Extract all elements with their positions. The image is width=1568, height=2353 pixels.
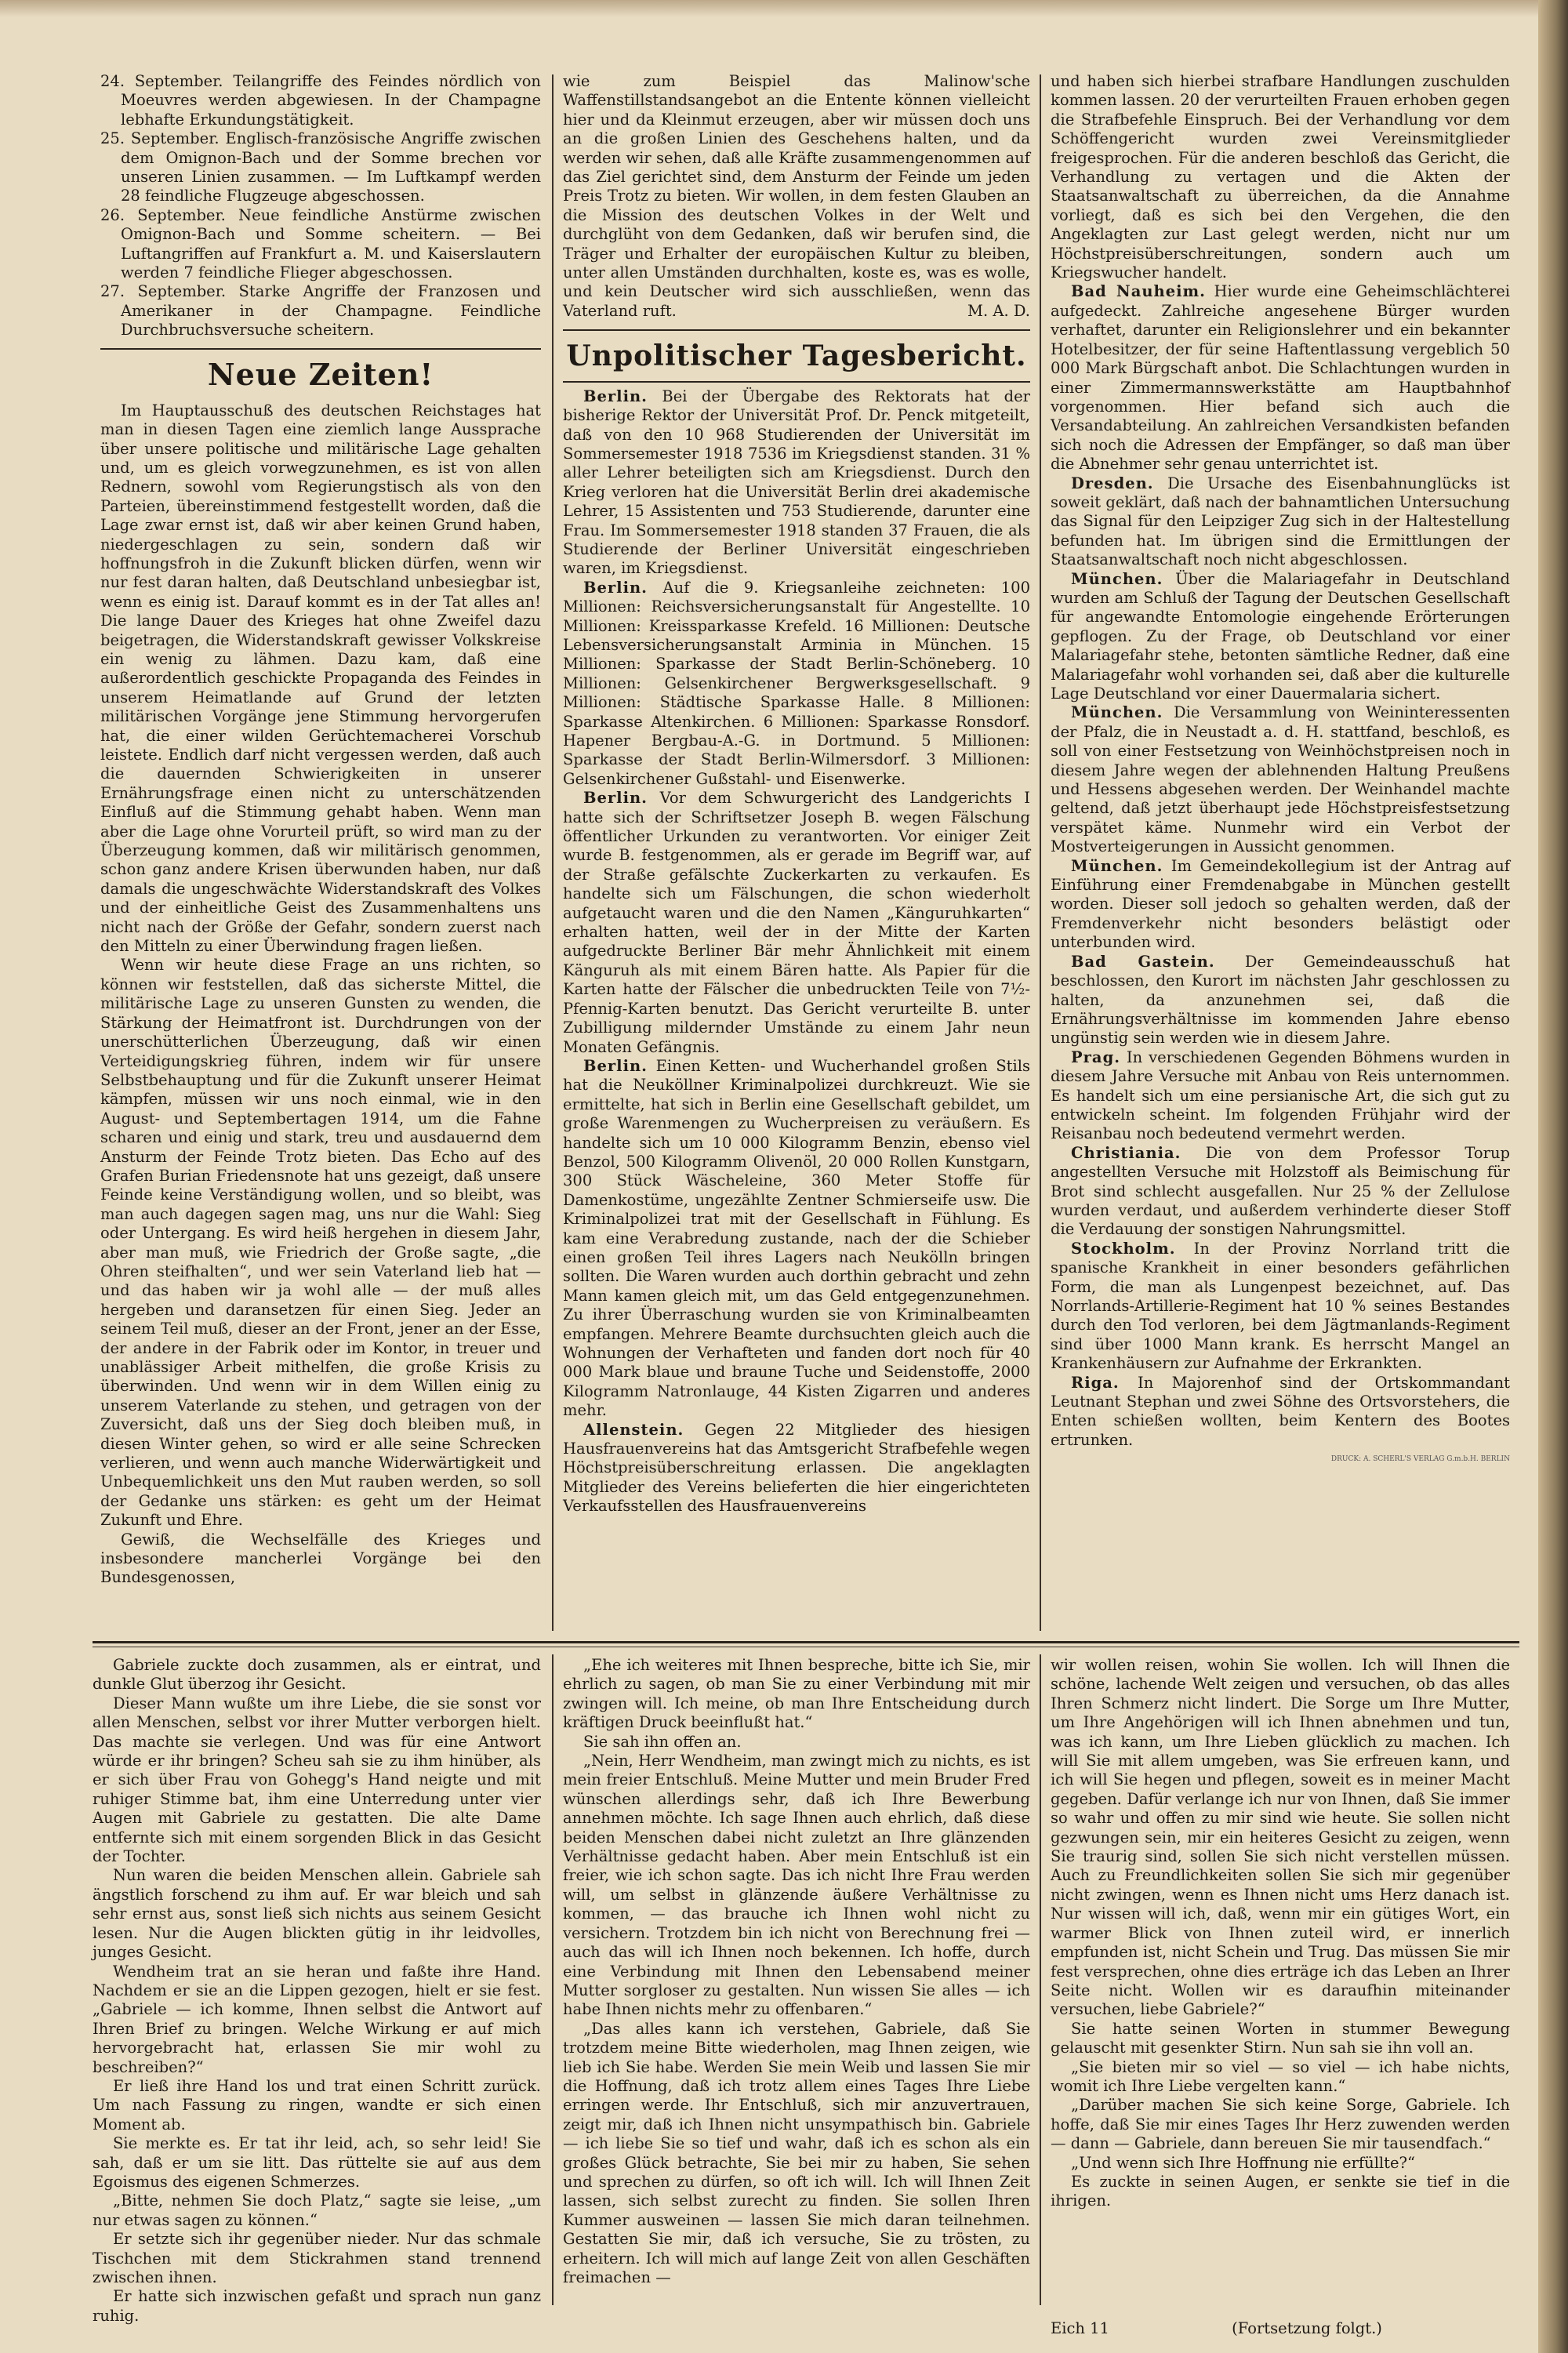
news-dateline: Berlin.	[583, 387, 648, 405]
serial-paragraph: Wendheim trat an sie heran und faßte ihre Hand. Nachdem er sie an die Lippen gezogen, hielt er sie fest. „Gabriele — ich komme, Ihnen selbst die Antwort auf Ihren Brief zu bringen. Welche Wirkung er auf mich hervorgebracht hat, erlassen Sie mir wohl zu beschreiben?“	[93, 1962, 541, 2076]
article-headline-tagesbericht: Unpolitischer Tagesbericht.	[566, 339, 1027, 372]
article-paragraph: Wenn wir heute diese Frage an uns richten, so können wir feststellen, daß das sicherste Mittel, die militärische Lage zu unseren Gunsten zu wenden, die Stärkung der Heimatfront ist. Durchdrungen von der unerschütterlichen Überzeugung, daß wir einen Verteidigungskrieg führen, indem wir für unsere Selbstbehauptung und für die Zukunft unserer Heimat kämpfen, müssen wir uns noch einmal, wie in den August- und Septembertagen 1914, um die Fahne scharen und einig und stark, treu und ausdauernd dem Ansturm der Feinde Trotz bieten. Das Echo auf des Grafen Burian Friedensnote hat uns gezeigt, daß unsere Feinde keine Verständigung wollen, und so bleibt, was man auch dagegen sagen mag, uns nur die Wahl: Sieg oder Untergang. Es wird heiß hergehen in diesem Jahr, aber man muß, wie Friedrich der Große sagte, „die Ohren steifhalten“, und wer sein Vaterland lieb hat — und das haben wir ja wohl alle — der muß alles hergeben und daransetzen für einen Sieg. Jeder an seinem Teil muß, dieser an der Front, jener an der Esse, der andere in der Fabrik oder im Kontor, in treuer und unablässiger Arbeit mithelfen, die große Krisis zu überwinden. Und wenn wir in dem Willen einig zu unserem Vaterlande zu stehen, und getragen von der Zuversicht, daß uns der Sieg doch bleiben muß, in diesen Winter gehen, so wird er alle seine Schrecken verlieren, und wenn auch manche Widerwärtigkeit und Unbequemlichkeit uns den Mut rauben werden, so soll der Gedanke uns stärken: es geht um der Heimat Zukunft und Ehre.	[100, 956, 541, 1530]
printer-mark: DRUCK: A. SCHERL'S VERLAG G.m.b.H. BERLIN	[1330, 1455, 1510, 1464]
serial-paragraph: wir wollen reisen, wohin Sie wollen. Ich will Ihnen die schöne, lachende Welt zeigen und versuchen, ob das alles Ihren Schmerz nicht lindert. Die Sorge um Ihre Mutter, um Ihre Angehörigen will ich Ihnen abnehmen und tun, was ich kann, um Ihre Lieben glücklich zu machen. Ich will Sie mit allem umgeben, was Sie erfreuen kann, und ich will Sie hegen und pflegen, soweit es in meiner Macht gegeben. Dafür verlange ich nur von Ihnen, daß Sie immer so wahr und offen zu mir sind wie heute. Sie sollen nicht gezwungen sein, mir ein heiteres Gesicht zu zeigen, wenn Sie traurig sind, sollen Sie sich nicht verstellen müssen. Auch zu Freundlichkeiten sollen Sie sich mir gegenüber nicht zwingen, wenn es Ihnen nicht ums Herz danach ist. Nur wissen will ich, daß, wenn mir ein gütiges Wort, ein warmer Blick von Ihnen zuteil wird, er innerlich empfunden ist, nicht Schein und Trug. Das müssen Sie mir fest versprechen, ohne dies erträge ich das Leben an Ihrer Seite nicht. Wollen wir es daraufhin miteinander versuchen, liebe Gabriele?“	[1051, 1656, 1510, 2019]
news-text: Die Ursache des Eisenbahnunglücks ist soweit geklärt, daß nach der bahnamtlichen Untersuchung das Signal für den Leipziger Zug sich in der Haltestellung befunden hat. Im übrigen sind die Ermittlungen der Staatsanwaltschaft noch nicht abgeschlossen.	[1051, 474, 1510, 569]
serial-paragraph: „Das alles kann ich verstehen, Gabriele, daß Sie trotzdem meine Bitte wiederholen, mag Ihnen zeigen, wie lieb ich Sie habe. Werden Sie mein Weib und lassen Sie mir die Hoffnung, daß ich trotz allem eines Tages Ihre Liebe erringen werde. Ihr Entschluß, sich mir anzuvertrauen, zeigt mir, daß ich Ihnen nicht unsympathisch bin. Gabriele — ich liebe Sie so tief und wahr, daß ich es schon als ein großes Glück betrachte, Sie bei mir zu haben, Sie sehen und sprechen zu dürfen, so oft ich will. Ich will Ihnen Zeit lassen, sich selbst zurecht zu finden. Sie sollen Ihren Kummer ausweinen — lassen Sie mich daran teilnehmen. Gestatten Sie mir, daß ich versuche, Sie zu trösten, zu erheitern. Ich will mich auf lange Zeit von allen Geschäften freimachen —	[563, 2019, 1030, 2286]
news-text: In Majorenhof sind der Ortskommandant Leutnant Stephan und zwei Söhne des Ortsvorstehers, die Enten schießen wollten, beim Kentern des Bootes ertrunken.	[1051, 1373, 1510, 1449]
news-item	[1051, 857, 1510, 953]
news-text: Hier wurde eine Geheimschlächterei aufgedeckt. Zahlreiche angesehene Bürger wurden verhaftet, darunter ein Religionslehrer und ein bekannter Hotelbesitzer, der für seine Haftentlassung vergeblich 50 000 Mark Bürgschaft anbot. Die Schlachtungen wurden in einer Zimmermannswerkstätte am Hauptbahnhof vorgenommen. Hier befand sich auch die Versandabteilung. An zahlreichen Versandkisten befanden sich noch die Adressen der Empfänger, so daß man über die Abnehmer sehr genau unterrichtet ist.	[1051, 282, 1511, 474]
article-signature: M. A. D.	[967, 302, 1030, 321]
chronicle-entry: 27. September. Starke Angriffe der Franzosen und Amerikaner in der Champagne. Feindliche Durchbruchsversuche scheitern.	[100, 282, 541, 340]
serial-paragraph: „Nein, Herr Wendheim, man zwingt mich zu nichts, es ist mein freier Entschluß. Meine Mutter und mein Bruder Fred wünschen allerdings sehr, daß ich Ihre Bewerbung annehmen möchte. Ich sage Ihnen auch ehrlich, daß diese beiden Menschen dabei nicht zuletzt an Ihre glänzenden Verhältnisse gedacht haben. Aber mein Entschluß ist ein freier, wie ich schon sagte. Das ich nicht Ihre Frau werden will, um selbst in glänzende äußere Verhältnisse zu kommen, — das brauche ich Ihnen wohl nicht zu versichern. Trotzdem bin ich nicht von Berechnung frei — auch das will ich Ihnen noch bekennen. Ich hoffe, durch eine Verbindung mit Ihnen den Lebensabend meiner Mutter sorgloser zu gestalten. Nun wissen Sie alles — ich habe Ihnen nichts mehr zu offenbaren.“	[563, 1752, 1030, 2019]
news-dateline: Berlin.	[583, 1056, 648, 1075]
serial-paragraph: Dieser Mann wußte um ihre Liebe, die sie sonst vor allen Menschen, selbst vor ihrer Mutter verborgen hielt. Das machte sie verlegen. Und was für eine Antwort würde er ihr bringen? Scheu sah sie zu ihm hinüber, als er sich über Frau von Gohegg's Hand neigte und mit ruhiger Stimme bat, ihm eine Unterredung unter vier Augen mit Gabriele zu gestatten. Die alte Dame entfernte sich mit einem sorgenden Blick in das Gesicht der Tochter.	[93, 1694, 541, 1866]
serial-paragraph: Nun waren die beiden Menschen allein. Gabriele sah ängstlich forschend zu ihm auf. Er war bleich und sah sehr ernst aus, sonst ließ sich nichts aus seinem Gesicht lesen. Nur die Augen blickten gütig in ihr leidvolles, junges Gesicht.	[93, 1866, 541, 1962]
news-item	[563, 387, 1030, 579]
news-text: Im Gemeindekollegium ist der Antrag auf Einführung einer Fremdenabgabe in München gestellt worden. Dieser soll jedoch so gehalten werden, daß der Fremdenverkehr nicht besonders belästigt oder unterbunden wird.	[1051, 856, 1510, 952]
news-item	[563, 789, 1030, 1057]
column-rule	[1040, 74, 1041, 1631]
news-dateline: Bad Nauheim.	[1071, 282, 1206, 301]
article-continuation: wie zum Beispiel das Malinow'sche Waffenstillstandsangebot an die Entente können vielleicht hier und da Kleinmut erzeugen, aber wir müssen doch uns an die großen Linien des Geschehens halten, und da werden wir sehen, daß alle Kräfte zusammengenommen auf das Ziel gerichtet sind, dem Ansturm der Feinde um jeden Preis Trotz zu bieten. Wir wollen, in dem festen Glauben an die Mission des deutschen Volkes in der Welt und durchglüht von dem Gedanken, daß wir berufen sind, die Träger und Erhalter der europäischen Kultur zu bleiben, unter allen Umständen durchhalten, koste es, was es wolle, und kein Deutscher wird sich ausschließen, wenn das Vaterland ruft.	[563, 72, 1030, 320]
serial-footer-line	[1051, 2319, 1510, 2338]
serial-column-2	[563, 1656, 1030, 2315]
news-dateline: Stockholm.	[1071, 1239, 1176, 1258]
section-divider	[563, 329, 1030, 331]
headline-underline	[563, 381, 1030, 383]
chronicle-entry: 25. September. Englisch-französische Angriffe zwischen dem Omignon-Bach und der Somme brechen vor unseren Linien zusammen. — Im Luftkampf werden 28 feindliche Flugzeuge abgeschossen.	[100, 129, 541, 205]
article-headline-neue-zeiten: Neue Zeiten!	[207, 356, 434, 392]
news-item	[1051, 282, 1510, 474]
serial-paragraph: „Sie bieten mir so viel — so viel — ich habe nichts, womit ich Ihre Liebe vergelten kann.“	[1051, 2057, 1510, 2095]
serial-paragraph: „Ehe ich weiteres mit Ihnen bespreche, bitte ich Sie, mir ehrlich zu sagen, ob man Sie zu einer Verbindung mit mir zwingen will. Ich meine, ob man Ihre Entscheidung durch kräftigen Druck beeinflußt hat.“	[563, 1656, 1030, 1732]
news-text: Über die Malariagefahr in Deutschland wurden am Schluß der Tagung der Deutschen Gesellschaft für angewandte Entomologie eingehende Erörterungen gepflogen. Zu der Frage, ob Deutschland vor einer Malariagefahr stehe, betonten sämtliche Redner, daß eine Malariagefahr wohl vorhanden sei, daß aber die kulturelle Lage Deutschland vor einer Dauermalaria sichert.	[1051, 569, 1510, 703]
serial-paragraph: „Und wenn sich Ihre Hoffnung nie erfüllte?“	[1071, 2153, 1415, 2172]
news-item	[1051, 474, 1510, 570]
page-top-edge	[0, 0, 1568, 17]
news-item	[1051, 1374, 1510, 1451]
news-item	[563, 1057, 1030, 1421]
news-text: Gegen 22 Mitglieder des hiesigen Hausfrauenvereins hat das Amtsgericht Strafbefehle wegen Höchstpreisüberschreitung erlassen. Die angeklagten Mitglieder des Vereins belieferten die hier eingerichteten Verkaufsstellen des Hausfrauenvereins	[563, 1420, 1030, 1516]
news-item	[1051, 1240, 1510, 1374]
news-dateline: Christiania.	[1071, 1143, 1181, 1162]
news-item	[1051, 570, 1510, 704]
section-divider	[100, 348, 541, 350]
news-item	[563, 579, 1030, 789]
news-dateline: München.	[1071, 703, 1163, 722]
serial-paragraph: Sie sah ihn offen an.	[583, 1732, 742, 1751]
news-dateline: Allenstein.	[583, 1420, 684, 1439]
news-item	[1051, 703, 1510, 856]
serial-paragraph: Sie hatte seinen Worten in stummer Bewegung gelauscht mit gesenkter Stirn. Nun sah sie ihn voll an.	[1051, 2019, 1510, 2057]
serial-paragraph: „Darüber machen Sie sich keine Sorge, Gabriele. Ich hoffe, daß Sie mir eines Tages Ihr Herz zuwenden werden — dann — Gabriele, dann bereuen Sie mir tausendfach.“	[1051, 2096, 1510, 2153]
serial-paragraph: Er ließ ihre Hand los und trat einen Schritt zurück. Um nach Fassung zu ringen, wandte er sich einen Moment ab.	[93, 2076, 541, 2133]
news-text: und haben sich hierbei strafbare Handlungen zuschulden kommen lassen. 20 der verurteilten Frauen erhoben gegen die Strafbefehle Einspruch. Bei der Verhandlung vor dem Schöffengericht wurden zwei Vereinsmitglieder freigesprochen. Für die anderen beschloß das Gericht, die Verhandlung zu vertagen und die Akten der Staatsanwaltschaft zu überreichen, da die Annahme vorliegt, daß es sich bei den Vergehen, die den Angeklagten zur Last gelegt werden, nicht nur um Höchstpreisüberschreitungen, sondern auch um Kriegswucher handelt.	[1051, 72, 1510, 282]
serial-column-1	[93, 1656, 541, 2325]
serial-paragraph: Gabriele zuckte doch zusammen, als er eintrat, und dunkle Glut überzog ihr Gesicht.	[93, 1656, 541, 1694]
top-column-2	[563, 72, 1030, 1632]
news-dateline: Berlin.	[583, 789, 648, 808]
news-dateline: Dresden.	[1071, 474, 1154, 492]
news-dateline: Berlin.	[583, 578, 648, 597]
news-item	[563, 1421, 1030, 1516]
serial-paragraph: Es zuckte in seinen Augen, er senkte sie tief in die ihrigen.	[1051, 2172, 1510, 2210]
serial-paragraph: Sie merkte es. Er tat ihr leid, ach, so sehr leid! Sie sah, daß er um sie litt. Das rüttelte sie auf aus dem Egoismus des eigenen Schmerzes.	[93, 2134, 541, 2191]
binding-gutter	[1538, 0, 1568, 2353]
war-chronicle-list	[100, 72, 541, 340]
news-dateline: Riga.	[1071, 1373, 1120, 1392]
news-text: In der Provinz Norrland tritt die spanische Krankheit in einer besonders gefährlichen Form, die man als Lungenpest bezeichnet, auf. Das Norrlands-Artillerie-Regiment hat 10 % seines Bestandes durch den Tod verloren, bei dem Jägtmanlands-Regiment sind über 1000 Mann krank. Es herrscht Mangel an Krankenhäusern zur Aufnahme der Erkrankten.	[1051, 1239, 1511, 1373]
column-rule	[552, 74, 554, 1631]
news-dateline: Bad Gastein.	[1071, 952, 1215, 971]
serial-paragraph: „Bitte, nehmen Sie doch Platz,“ sagte sie leise, „um nur etwas sagen zu können.“	[93, 2191, 541, 2229]
news-dateline: Prag.	[1071, 1048, 1120, 1066]
news-text: Vor dem Schwurgericht des Landgerichts I hatte sich der Schriftsetzer Joseph B. wegen Fälschung öffentlicher Urkunden zu verantworten. Vor einiger Zeit wurde B. festgenommen, als er gerade im Begriff war, auf der Straße gefälschte Zuckerkarten zu verkaufen. Es handelte sich um Fälschungen, die schon wiederholt aufgetaucht waren und die den Namen „Känguruhkarten“ erhalten hatten, weil der in der Mitte der Karten aufgedruckte Berliner Bär mehr Ähnlichkeit mit einem Känguruh als mit einem Bären hatte. Als Papier für die Karten hatte der Fälscher die unbedruckten Teile von 7½-Pfennig-Karten benutzt. Das Gericht verurteilte B. unter Zubilligung mildernder Umstände zu einem Jahr neun Monaten Gefängnis.	[563, 789, 1031, 1056]
news-text: Die von dem Professor Torup angestellten Versuche mit Holzstoff als Beimischung für Brot sind schlecht ausgefallen. Nur 25 % der Zellulose wurden verdaut, und außerdem verhinderte dieser Stoff die Verdauung der sonstigen Nahrungsmittel.	[1051, 1143, 1510, 1239]
news-dateline: München.	[1071, 856, 1163, 875]
article-paragraph: Im Hauptausschuß des deutschen Reichstages hat man in diesen Tagen eine ziemlich lange Aussprache über unsere politische und militärische Lage gehalten und, um es gleich vorwegzunehmen, es ist von allen Rednern, sowohl vom Regierungstisch als von den Parteien, übereinstimmend festgestellt worden, daß die Lage zwar ernst ist, daß wir aber keinen Grund haben, niedergeschlagen zu sein, sondern daß wir hoffnungsfroh in die Zukunft blicken dürfen, wenn wir nur fest daran halten, daß Deutschland unbesiegbar ist, wenn es einig ist. Darauf kommt es in der Tat alles an! Die lange Dauer des Krieges hat ohne Zweifel dazu beigetragen, die Widerstandskraft gewisser Volkskreise ein wenig zu lähmen. Dazu kam, daß eine außerordentlich geschickte Propaganda des Feindes in unserem Heimatlande auf Grund der letzten militärischen Vorgänge jene Stimmung hervorgerufen hat, die einer wilden Gerüchtemacherei Vorschub leistete. Endlich darf nicht vergessen werden, daß auch die dauernden Schwierigkeiten in unserer Ernährungsfrage einen nicht zu unterschätzenden Einfluß auf die Stimmung gehabt haben. Wenn man aber die Lage ohne Vorurteil prüft, so wird man zu der Überzeugung kommen, daß wir militärisch genommen, schon ganz andere Krisen überwunden haben, nur daß damals die ungeschwächte Widerstandskraft des Volkes und der einheitliche Geist des Zusammenhaltens uns nicht nach der Größe der Gefahr, sondern zuerst nach den Mitteln zu einer Überwindung fragen ließen.	[100, 401, 541, 956]
column-rule	[552, 1654, 554, 2305]
serial-column-3	[1051, 1656, 1510, 2315]
news-text: Auf die 9. Kriegsanleihe zeichneten: 100 Millionen: Reichsversicherungsanstalt für Angestellte. 10 Millionen: Kreissparkasse Krefeld. 16 Millionen: Deutsche Lebensversicherungsanstalt Arminia in München. 15 Millionen: Sparkasse der Stadt Berlin-Schöneberg. 10 Millionen: Gelsenkirchener Bergwerksgesellschaft. 9 Millionen: Städtische Sparkasse Halle. 8 Millionen: Sparkasse Altenkirchen. 6 Millionen: Sparkasse Ronsdorf. Hapener Bergbau-A.-G. in Dortmund. 5 Millionen: Sparkasse der Stadt Berlin-Wilmersdorf. 3 Millionen: Gelsenkirchener Gußstahl- und Eisenwerke.	[563, 578, 1030, 788]
top-column-1	[100, 72, 541, 1632]
news-item	[1051, 1144, 1510, 1240]
news-item	[1051, 72, 1510, 282]
chronicle-entry: 26. September. Neue feindliche Anstürme zwischen Omignon-Bach und Somme scheitern. — Bei Luftangriffen auf Frankfurt a. M. und Kaiserslautern werden 7 feindliche Flieger abgeschossen.	[100, 205, 541, 282]
news-text: Bei der Übergabe des Rektorats hat der bisherige Rektor der Universität Prof. Dr. Penck mitgeteilt, daß von den 10 968 Studierenden der Universität im Sommersemester 1918 7536 im Kriegsdienst standen. 31 % aller Lehrer beteiligten sich am Kriegsdienst. Durch den Krieg verloren hat die Universität Berlin drei akademische Lehrer, 15 Assistenten und 753 Studierende, darunter eine Frau. Im Sommersemester 1918 standen 37 Frauen, die als Studierende der Berliner Universität eingeschrieben waren, im Kriegsdienst.	[563, 387, 1030, 578]
serial-paragraph: Er setzte sich ihr gegenüber nieder. Nur das schmale Tischchen mit dem Stickrahmen stand trennend zwischen ihnen.	[93, 2230, 541, 2286]
news-text: Die Versammlung von Weininteressenten der Pfalz, die in Neustadt a. d. H. stattfand, beschloß, es soll von einer Festsetzung von Weinhöchstpreisen noch in diesem Jahre wegen der ablehnenden Haltung Preußens und Hessens abgesehen werden. Der Weinhandel machte geltend, daß jetzt überhaupt jede Höchstpreisfestsetzung verspätet käme. Nunmehr wird ein Verbot der Mostverteigerungen in Aussicht genommen.	[1051, 703, 1510, 856]
news-text: Der Gemeindeausschuß hat beschlossen, den Kurort im nächsten Jahr geschlossen zu halten, da anzunehmen sei, daß die Ernährungsverhältnisse im kommenden Jahre ebenso ungünstig sein werden wie in diesem Jahre.	[1051, 952, 1510, 1048]
feuilleton-divider	[93, 1641, 1519, 1643]
serial-paragraph: Er hatte sich inzwischen gefaßt und sprach nun ganz ruhig.	[93, 2287, 541, 2325]
news-text: Einen Ketten- und Wucherhandel großen Stils hat die Neuköllner Kriminalpolizei durchkreuzt. Wie sie ermittelte, hat sich in Berlin eine Gesellschaft gebildet, um große Warenmengen zu Wucherpreisen zu veräußern. Es handelte sich um 10 000 Kilogramm Benzin, ebenso viel Benzol, 500 Kilogramm Olivenöl, 20 000 Rollen Kunstgarn, 300 Stück Wäscheleine, 360 Meter Stoffe für Damenkostüme, ungezählte Zentner Schmierseife usw. Die Kriminalpolizei trat mit der Gesellschaft in Fühlung. Es kam eine Verabredung zustande, nach der die Schieber einen großen Teil ihres Lagers nach Neukölln bringen sollten. Die Waren wurden auch dorthin gebracht und zehn Mann kamen gleich mit, um das Geld entgegenzunehmen. Zu ihrer Überraschung wurden sie von Kriminalbeamten empfangen. Mehrere Beamte durchsuchten gleich auch die Wohnungen der Verhafteten und fanden dort noch für 40 000 Mark blaue und braune Tuche und Seidenstoffe, 2000 Kilogramm Natronlauge, 44 Kisten Zigarren und anderes mehr.	[563, 1056, 1031, 1420]
column-rule	[1040, 1654, 1041, 2305]
continuation-note: (Fortsetzung folgt.)	[1232, 2319, 1382, 2337]
news-item	[1051, 1048, 1510, 1144]
serial-footer	[1051, 2319, 1510, 2343]
news-text: In verschiedenen Gegenden Böhmens wurden in diesem Jahre Versuche mit Anbau von Reis unternommen. Es handelt sich um eine persianische Art, die sich gut zu entwickeln scheint. Im folgenden Frühjahr wird der Reisanbau noch bedeutend vermehrt werden.	[1051, 1048, 1511, 1143]
chronicle-entry: 24. September. Teilangriffe des Feindes nördlich von Moeuvres werden abgewiesen. In der Champagne lebhafte Erkundungstätigkeit.	[100, 72, 541, 129]
top-column-3	[1051, 72, 1510, 1632]
issue-mark: Eich 11	[1051, 2319, 1109, 2337]
news-dateline: München.	[1071, 569, 1163, 588]
article-paragraph: Gewiß, die Wechselfälle des Krieges und insbesondere mancherlei Vorgänge bei den Bundesgenossen,	[100, 1530, 541, 1587]
news-item	[1051, 953, 1510, 1048]
